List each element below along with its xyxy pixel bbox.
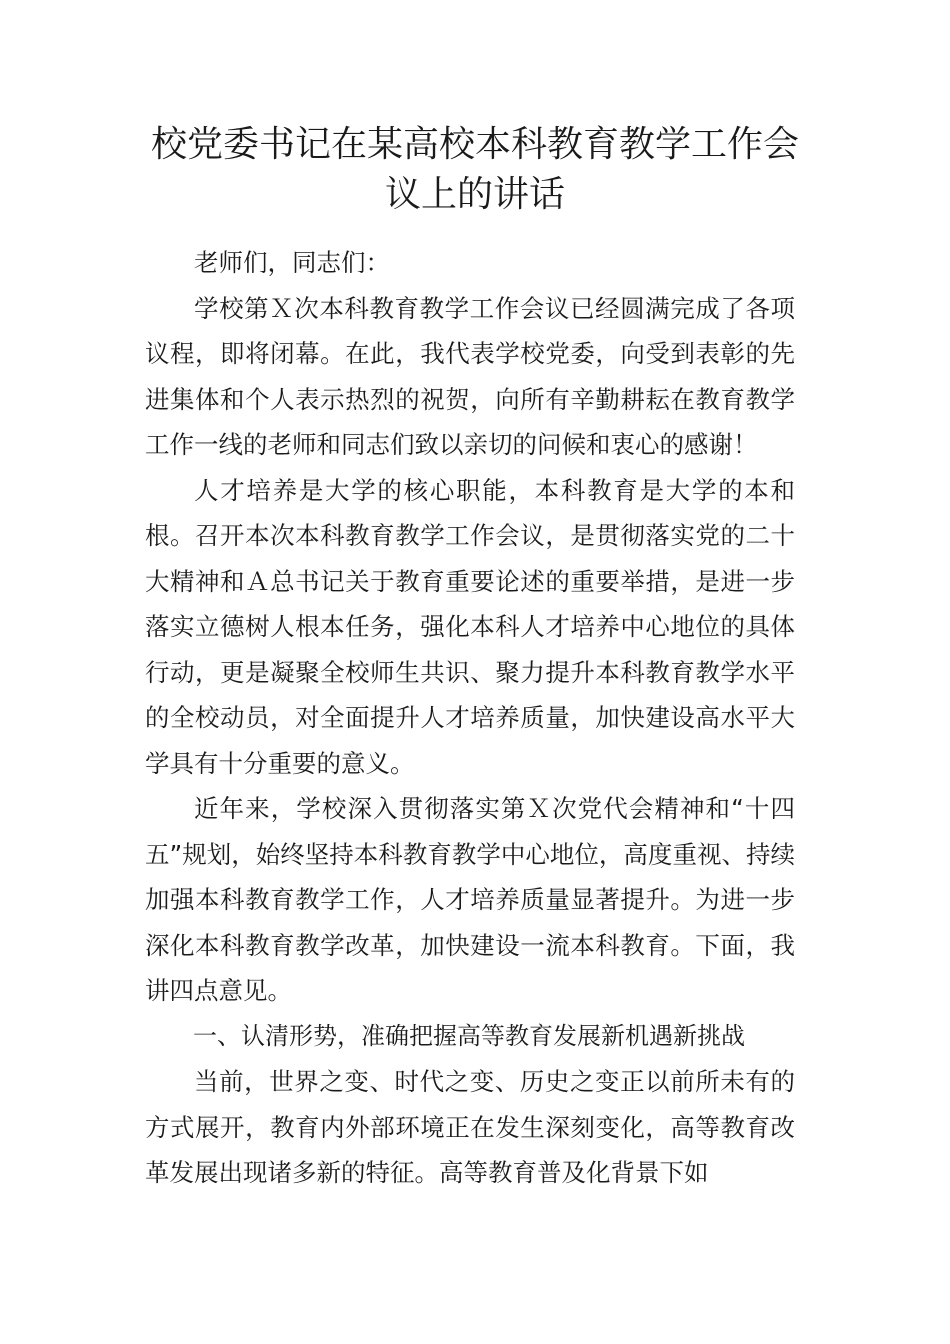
greeting: 老师们，同志们：	[194, 248, 390, 277]
document-body	[145, 240, 795, 1196]
section-heading-1: 一、认清形势，准确把握高等教育发展新机遇新挑战	[193, 1021, 745, 1050]
title-line-1: 校党委书记在某高校本科教育教学工作会	[150, 124, 799, 165]
title-line-2: 议上的讲话	[384, 174, 565, 215]
section-paragraph-1: 当前，世界之变、时代之变、历史之变正以前所未有的方式展开，教育内外部环境正在发生深刻变化，高等教育改革发展出现诸多新的特征。高等教育普及化背景下如	[145, 1067, 795, 1187]
paragraph-1: 学校第Ｘ次本科教育教学工作会议已经圆满完成了各项议程，即将闭幕。在此，我代表学校党委，向受到表彰的先进集体和个人表示热烈的祝贺，向所有辛勤耕耘在教育教学工作一线的老师和同志们致以亲切的问候和衷心的感谢！	[145, 293, 795, 459]
document-title	[140, 120, 810, 220]
paragraph-3: 近年来，学校深入贯彻落实第Ｘ次党代会精神和“十四五”规划，始终坚持本科教育教学中心地位，高度重视、持续加强本科教育教学工作，人才培养质量显著提升。为进一步深化本科教育教学改革，加快建设一流本科教育。下面，我讲四点意见。	[145, 794, 795, 1005]
paragraph-2: 人才培养是大学的核心职能，本科教育是大学的本和根。召开本次本科教育教学工作会议，是贯彻落实党的二十大精神和Ａ总书记关于教育重要论述的重要举措，是进一步落实立德树人根本任务，强化本科人才培养中心地位的具体行动，更是凝聚全校师生共识、聚力提升本科教育教学水平的全校动员，对全面提升人才培养质量，加快建设高水平大学具有十分重要的意义。	[145, 475, 795, 778]
